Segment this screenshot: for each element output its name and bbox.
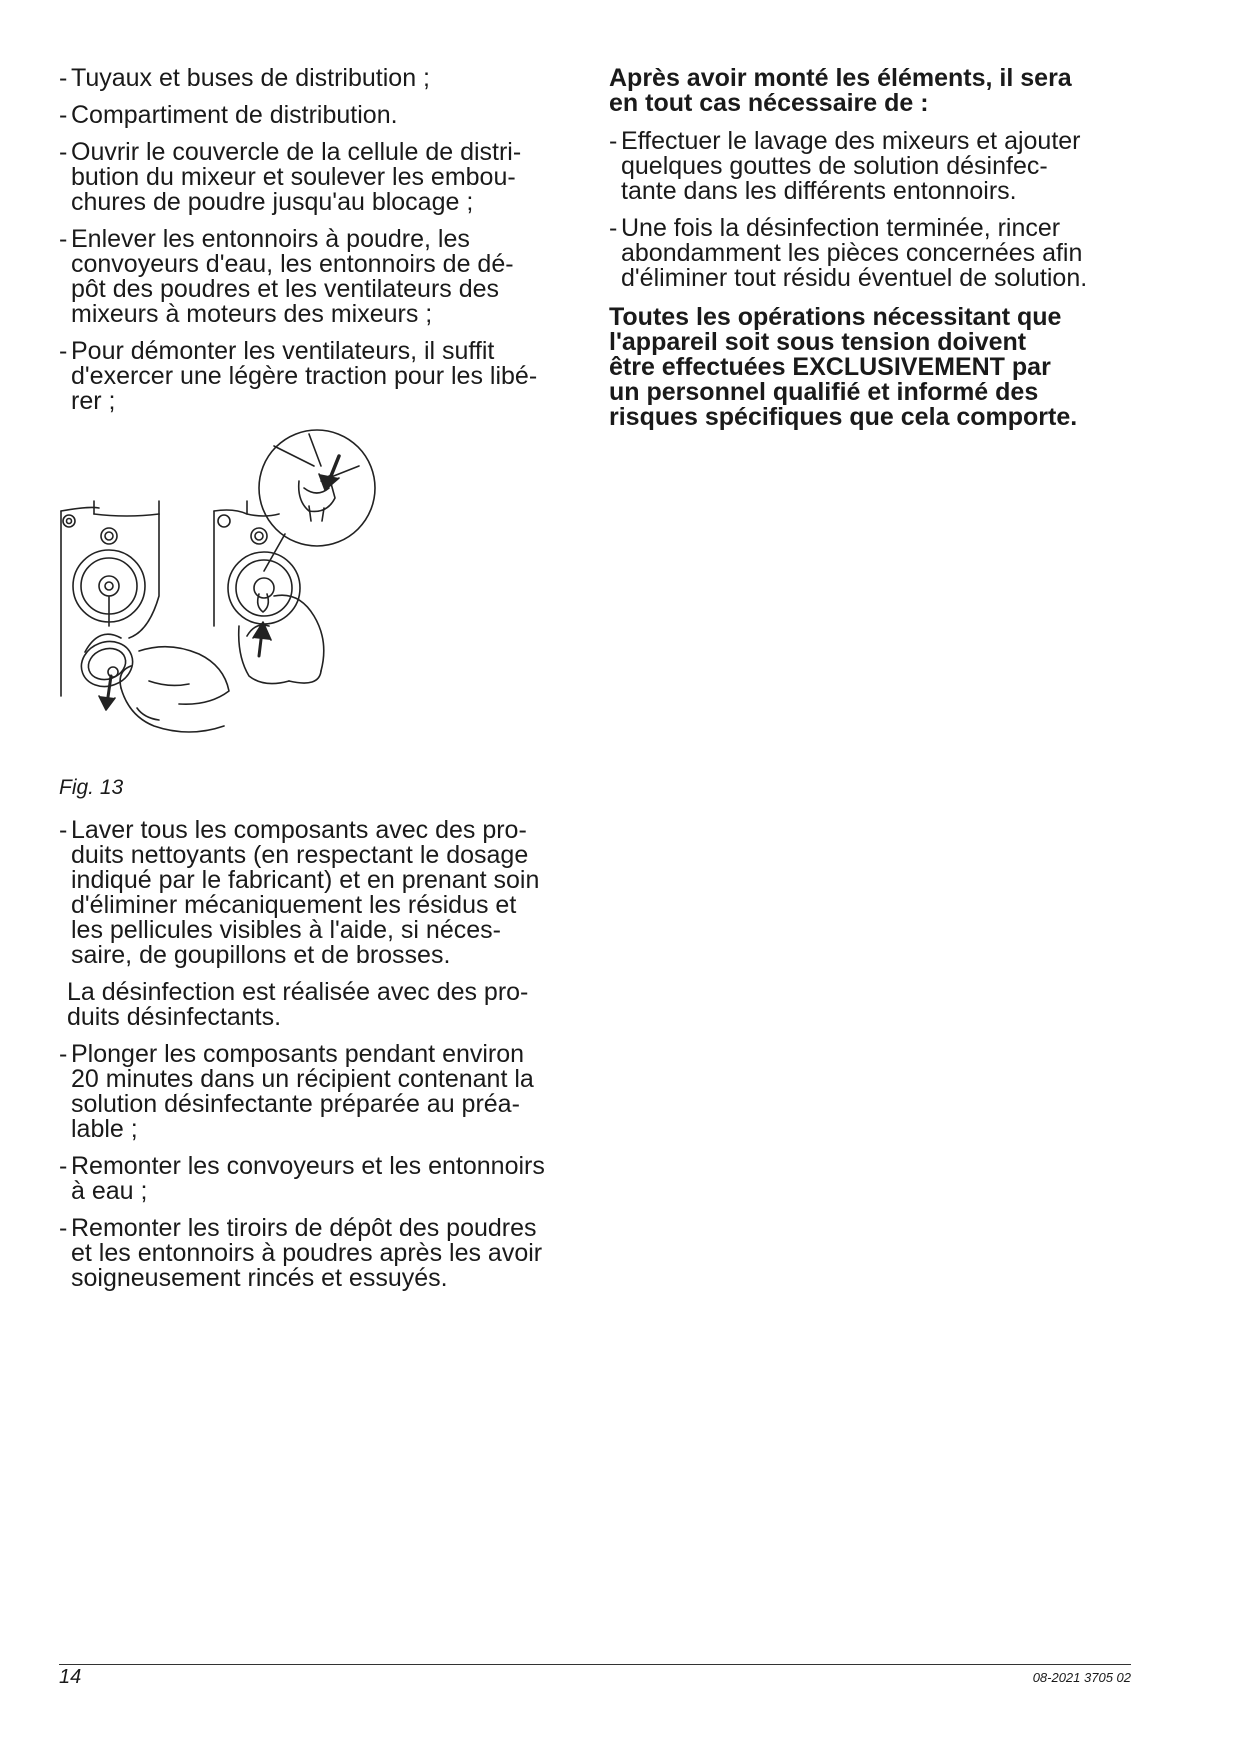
footer-divider [59, 1664, 1131, 1665]
right-column [609, 66, 1164, 443]
list-item-text: Compartiment de distribution. [71, 101, 398, 129]
list-item-text: Laver tous les composants avec des pro- duits nettoyants (en respectant le dosage indiqué par le fabricant) et en prenant soin d'éliminer mécaniquement les résidus et les pellicules visibles à l'aide, si néces- saire, de goupillons et de brosses. [71, 816, 540, 969]
safety-warning: Toutes les opérations nécessitant que l'appareil soit sous tension doivent être effectuées EXCLUSIVEMENT par un personnel qualifié et informé des risques spécifiques que cela comporte. [609, 303, 1078, 431]
list-dash: - [59, 1152, 68, 1180]
disinfection-paragraph: La désinfection est réalisée avec des pro- duits désinfectants. [67, 978, 529, 1031]
figure-caption: Fig. 13 [59, 776, 124, 799]
list-item-text: Enlever les entonnoirs à poudre, les convoyeurs d'eau, les entonnoirs de dé- pôt des poudres et les ventilateurs des mixeurs à moteurs des mixeurs ; [71, 225, 514, 328]
list-item [59, 66, 589, 91]
document-code: 08-2021 3705 02 [1032, 1670, 1131, 1685]
list-item [59, 227, 589, 327]
list-item [609, 216, 1164, 291]
section-heading: Après avoir monté les éléments, il sera en tout cas nécessaire de : [609, 64, 1072, 117]
list-dash: - [59, 337, 68, 365]
list-dash: - [59, 101, 68, 129]
page-number: 14 [59, 1666, 82, 1688]
mixer-disassembly-illustration [59, 426, 429, 756]
list-item [59, 1042, 589, 1142]
list-item-text: Tuyaux et buses de distribution ; [71, 64, 430, 92]
list-item-text: Ouvrir le couvercle de la cellule de distri- bution du mixeur et soulever les embou- chures de poudre jusqu'au blocage ; [71, 138, 522, 216]
list-item-text: Effectuer le lavage des mixeurs et ajouter quelques gouttes de solution désinfec- tante dans les différents entonnoirs. [621, 127, 1081, 205]
list-dash: - [59, 225, 68, 253]
list-item [59, 339, 589, 414]
left-column [59, 66, 589, 1303]
list-dash: - [59, 64, 68, 92]
list-dash: - [59, 1040, 68, 1068]
list-item [59, 818, 589, 968]
list-item-text: Plonger les composants pendant environ 20 minutes dans un récipient contenant la solution désinfectante préparée au préa- lable ; [71, 1040, 534, 1143]
list-item [59, 140, 589, 215]
list-item [59, 1154, 589, 1204]
list-item [59, 103, 589, 128]
list-item-text: Pour démonter les ventilateurs, il suffit d'exercer une légère traction pour les libé- rer ; [71, 337, 538, 415]
list-dash: - [609, 214, 618, 242]
list-item-text: Remonter les convoyeurs et les entonnoirs à eau ; [71, 1152, 545, 1205]
list-item [609, 129, 1164, 204]
list-dash: - [59, 1214, 68, 1242]
list-item-text: Une fois la désinfection terminée, rincer abondamment les pièces concernées afin d'éliminer tout résidu éventuel de solution. [621, 214, 1088, 292]
list-item [59, 1216, 589, 1291]
list-dash: - [59, 138, 68, 166]
list-dash: - [609, 127, 618, 155]
list-item-text: Remonter les tiroirs de dépôt des poudres et les entonnoirs à poudres après les avoir soigneusement rincés et essuyés. [71, 1214, 543, 1292]
list-dash: - [59, 816, 68, 844]
